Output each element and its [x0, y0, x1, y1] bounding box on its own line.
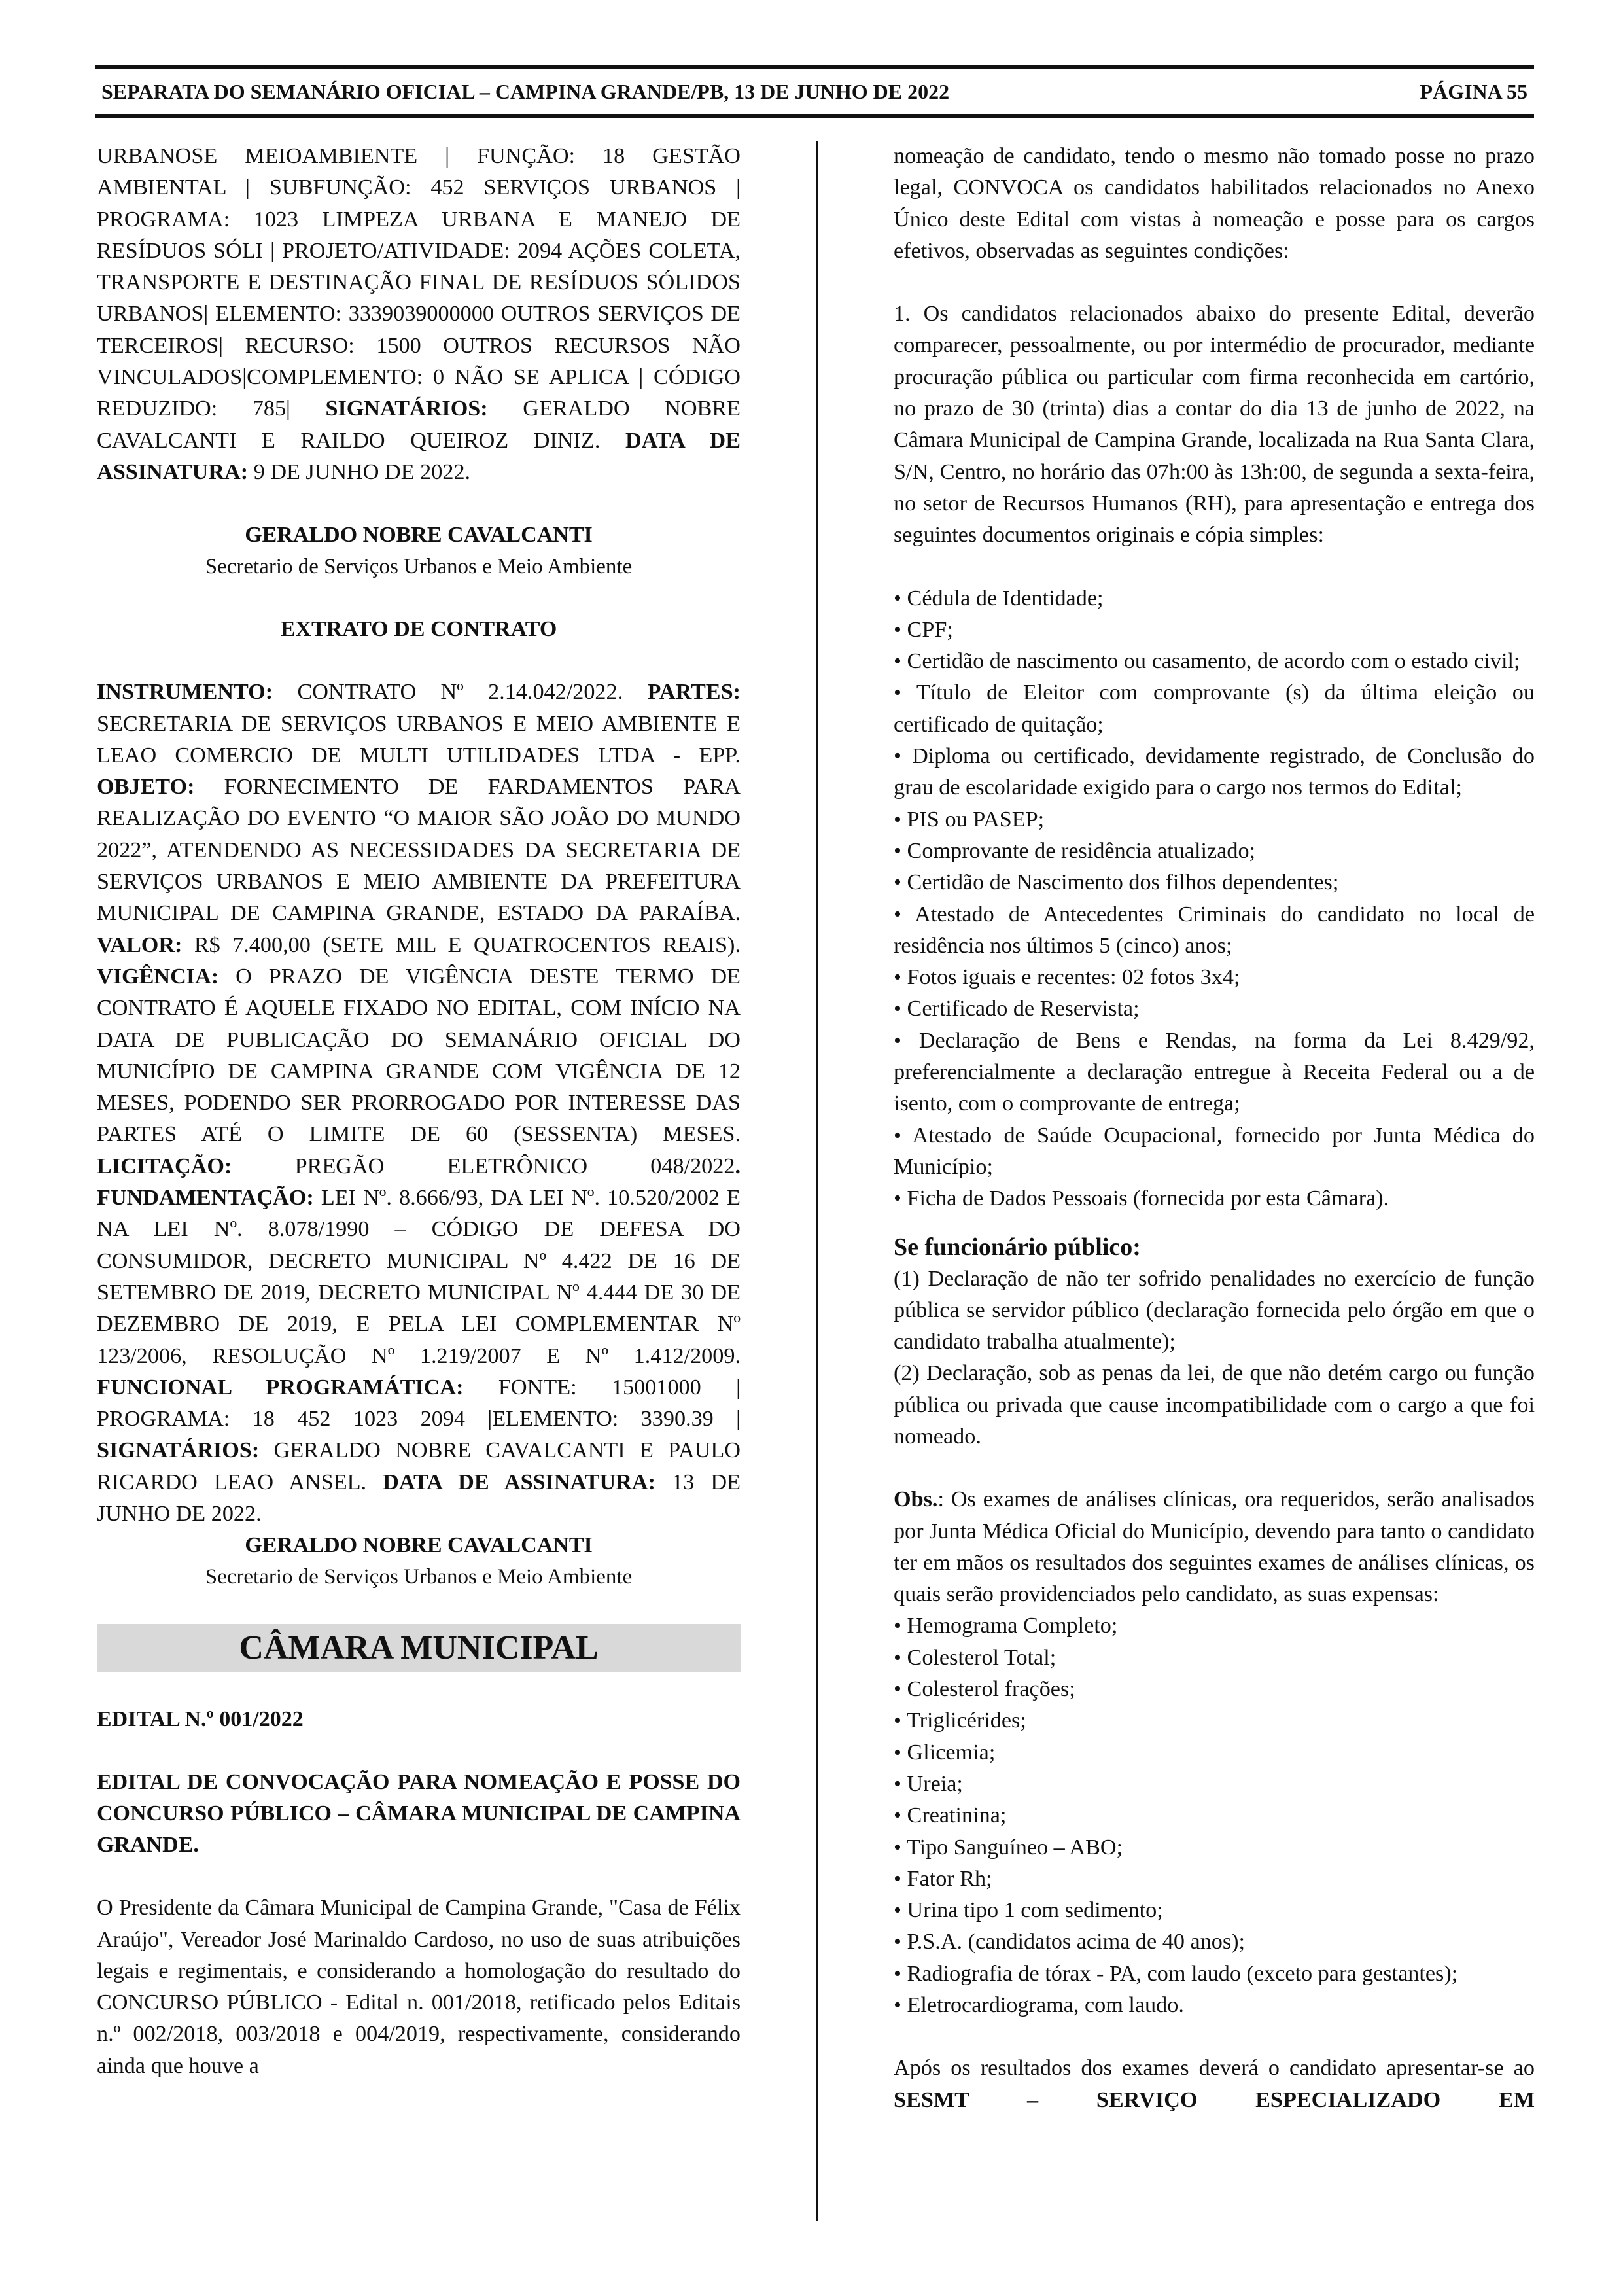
- list-item: • Creatinina;: [894, 1803, 1007, 1828]
- list-item: • Fator Rh;: [894, 1866, 992, 1891]
- page-header: [95, 65, 1534, 118]
- list-item: • Fotos iguais e recentes: 02 fotos 3x4;: [894, 965, 1240, 990]
- contract-paragraph: INSTRUMENTO: CONTRATO Nº 2.14.042/2022. PARTES: SECRETARIA DE SERVIÇOS URBANOS E MEIO AMBIENTE E LEAO COMERCIO DE MULTI UTILIDADES LTDA - EPP. OBJETO: FORNECIMENTO DE FARDAMENTOS PARA REALIZAÇÃO DO EVENTO “O MAIOR SÃO JOÃO DO MUNDO 2022”, ATENDENDO AS NECESSIDADES DA SECRETARIA DE SERVIÇOS URBANOS E MEIO AMBIENTE DA PREFEITURA MUNICIPAL DE CAMPINA GRANDE, ESTADO DA PARAÍBA. VALOR: R$ 7.400,00 (SETE MIL E QUATROCENTOS REAIS). VIGÊNCIA: O PRAZO DE VIGÊNCIA DESTE TERMO DE CONTRATO É AQUELE FIXADO NO EDITAL, COM INÍCIO NA DATA DE PUBLICAÇÃO DO SEMANÁRIO OFICIAL DO MUNICÍPIO DE CAMPINA GRANDE COM VIGÊNCIA DE 12 MESES, PODENDO SER PRORROGADO POR INTERESSE DAS PARTES ATÉ O LIMITE DE 60 (SESSENTA) MESES. LICITAÇÃO: PREGÃO ELETRÔNICO 048/2022. FUNDAMENTAÇÃO: LEI Nº. 8.666/93, DA LEI Nº. 10.520/2002 E NA LEI Nº. 8.078/1990 – CÓDIGO DE DEFESA DO CONSUMIDOR, DECRETO MUNICIPAL Nº 4.422 DE 16 DE SETEMBRO DE 2019, DECRETO MUNICIPAL Nº 4.444 DE 30 DE DEZEMBRO DE 2019, E PELA LEI COMPLEMENTAR Nº 123/2006, RESOLUÇÃO Nº 1.219/2007 E Nº 1.412/2009. FUNCIONAL PROGRAMÁTICA: FONTE: 15001000 | PROGRAMA: 18 452 1023 2094 |ELEMENTO: 3390.39 | SIGNATÁRIOS: GERALDO NOBRE CAVALCANTI E PAULO RICARDO LEAO ANSEL. DATA DE ASSINATURA: 13 DE JUNHO DE 2022.: [97, 680, 741, 1526]
- list-item: • Atestado de Antecedentes Criminais do candidato no local de residência nos últimos 5 (cinco) anos;: [894, 902, 1535, 958]
- signature-name: GERALDO NOBRE CAVALCANTI: [245, 523, 593, 548]
- edital-title: EDITAL DE CONVOCAÇÃO PARA NOMEAÇÃO E POSSE DO CONCURSO PÚBLICO – CÂMARA MUNICIPAL DE CAMPINA GRANDE.: [97, 1770, 741, 1858]
- final-paragraph: Após os resultados dos exames deverá o candidato apresentar-se ao SESMT – SERVIÇO ESPECIALIZADO EM: [894, 2056, 1535, 2112]
- list-item: • Glicemia;: [894, 1740, 996, 1765]
- list-item: • Certidão de nascimento ou casamento, de acordo com o estado civil;: [894, 649, 1520, 674]
- edital-number: EDITAL N.º 001/2022: [97, 1707, 304, 1732]
- list-item: • CPF;: [894, 617, 953, 642]
- list-item: • Certificado de Reservista;: [894, 997, 1140, 1021]
- list-item: • Título de Eleitor com comprovante (s) da última eleição ou certificado de quitação;: [894, 680, 1535, 737]
- list-item: • Tipo Sanguíneo – ABO;: [894, 1835, 1123, 1860]
- documents-list: [894, 583, 1535, 1215]
- list-item: • Eletrocardiograma, com laudo.: [894, 1993, 1184, 2018]
- public-servant-item-2: (2) Declaração, sob as penas da lei, de que não detém cargo ou função pública ou privada que cause incompatibilidade com o cargo a que foi nomeado.: [894, 1361, 1535, 1449]
- budget-paragraph: URBANOSE MEIOAMBIENTE | FUNÇÃO: 18 GESTÃO AMBIENTAL | SUBFUNÇÃO: 452 SERVIÇOS URBANOS | PROGRAMA: 1023 LIMPEZA URBANA E MANEJO DE RESÍDUOS SÓLI | PROJETO/ATIVIDADE: 2094 AÇÕES COLETA, TRANSPORTE E DESTINAÇÃO FINAL DE RESÍDUOS SÓLIDOS URBANOS| ELEMENTO: 3339039000000 OUTROS SERVIÇOS DE TERCEIROS| RECURSO: 1500 OUTROS RECURSOS NÃO VINCULADOS|COMPLEMENTO: 0 NÃO SE APLICA | CÓDIGO REDUZIDO: 785| SIGNATÁRIOS: GERALDO NOBRE CAVALCANTI E RAILDO QUEIROZ DINIZ. DATA DE ASSINATURA: 9 DE JUNHO DE 2022.: [97, 144, 741, 484]
- conditions-paragraph: 1. Os candidatos relacionados abaixo do presente Edital, deverão comparecer, pessoalmente, ou por intermédio de procurador, mediante procuração pública ou particular com firma reconhecida em cartório, no prazo de 30 (trinta) dias a contar do dia 13 de junho de 2022, na Câmara Municipal de Campina Grande, localizada na Rua Santa Clara, S/N, Centro, no horário das 07h:00 às 13h:00, de segunda a sexta-feira, no setor de Recursos Humanos (RH), para apresentação e entrega dos seguintes documentos originais e cópia simples:: [894, 302, 1535, 548]
- list-item: • Triglicérides;: [894, 1708, 1026, 1733]
- exams-list: [894, 1610, 1535, 2021]
- right-column: [894, 141, 1535, 2116]
- list-item: • PIS ou PASEP;: [894, 807, 1045, 832]
- signature-name: GERALDO NOBRE CAVALCANTI: [245, 1533, 593, 1558]
- page-number: PÁGINA 55: [1420, 79, 1527, 103]
- public-servant-item-1: (1) Declaração de não ter sofrido penalidades no exercício de função pública se servidor público (declaração fornecida pelo órgão em que o candidato trabalha atualmente);: [894, 1266, 1535, 1354]
- obs-paragraph: Obs.: Os exames de análises clínicas, ora requeridos, serão analisados por Junta Médica Oficial do Município, devendo para tanto o candidato ter em mãos os resultados dos seguintes exames de análises clínicas, os quais serão providenciados pelo candidato, as suas expensas:: [894, 1487, 1535, 1607]
- list-item: • Declaração de Bens e Rendas, na forma da Lei 8.429/92, preferencialmente a declaração entregue à Receita Federal ou a de isento, com o comprovante de entrega;: [894, 1028, 1535, 1116]
- list-item: • Colesterol frações;: [894, 1677, 1075, 1702]
- list-item: • Ureia;: [894, 1771, 963, 1796]
- list-item: • Hemograma Completo;: [894, 1614, 1118, 1638]
- list-item: • Certidão de Nascimento dos filhos dependentes;: [894, 870, 1339, 895]
- list-item: • Colesterol Total;: [894, 1645, 1056, 1670]
- list-item: • Comprovante de residência atualizado;: [894, 838, 1256, 863]
- list-item: • Ficha de Dados Pessoais (fornecida por esta Câmara).: [894, 1186, 1389, 1211]
- public-servant-heading: Se funcionário público:: [894, 1233, 1141, 1261]
- convocation-paragraph: nomeação de candidato, tendo o mesmo não tomado posse no prazo legal, CONVOCA os candidatos habilitados relacionados no Anexo Único deste Edital com vistas à nomeação e posse para os cargos efetivos, observadas as seguintes condições:: [894, 144, 1535, 263]
- list-item: • Urina tipo 1 com sedimento;: [894, 1898, 1163, 1923]
- list-item: • Cédula de Identidade;: [894, 586, 1104, 610]
- list-item: • P.S.A. (candidatos acima de 40 anos);: [894, 1930, 1246, 1954]
- signature-role: Secretario de Serviços Urbanos e Meio Ambiente: [205, 1565, 633, 1589]
- edital-intro: O Presidente da Câmara Municipal de Campina Grande, "Casa de Félix Araújo", Vereador José Marinaldo Cardoso, no uso de suas atribuições legais e regimentais, e considerando a homologação do resultado do CONCURSO PÚBLICO - Edital n. 001/2018, retificado pelos Editais n.º 002/2018, 003/2018 e 004/2019, respectivamente, considerando ainda que houve a: [97, 1896, 741, 2078]
- list-item: • Diploma ou certificado, devidamente registrado, de Conclusão do grau de escolaridade exigido para o cargo nos termos do Edital;: [894, 744, 1535, 800]
- signature-role: Secretario de Serviços Urbanos e Meio Ambiente: [205, 555, 633, 579]
- header-title: SEPARATA DO SEMANÁRIO OFICIAL – CAMPINA GRANDE/PB, 13 DE JUNHO DE 2022: [101, 79, 950, 103]
- extrato-title: EXTRATO DE CONTRATO: [280, 617, 557, 642]
- list-item: • Atestado de Saúde Ocupacional, fornecido por Junta Médica do Município;: [894, 1123, 1535, 1179]
- section-title-camara: CÂMARA MUNICIPAL: [97, 1624, 741, 1672]
- list-item: • Radiografia de tórax - PA, com laudo (exceto para gestantes);: [894, 1961, 1458, 1986]
- left-column: [97, 141, 741, 2082]
- column-divider: [816, 141, 818, 2221]
